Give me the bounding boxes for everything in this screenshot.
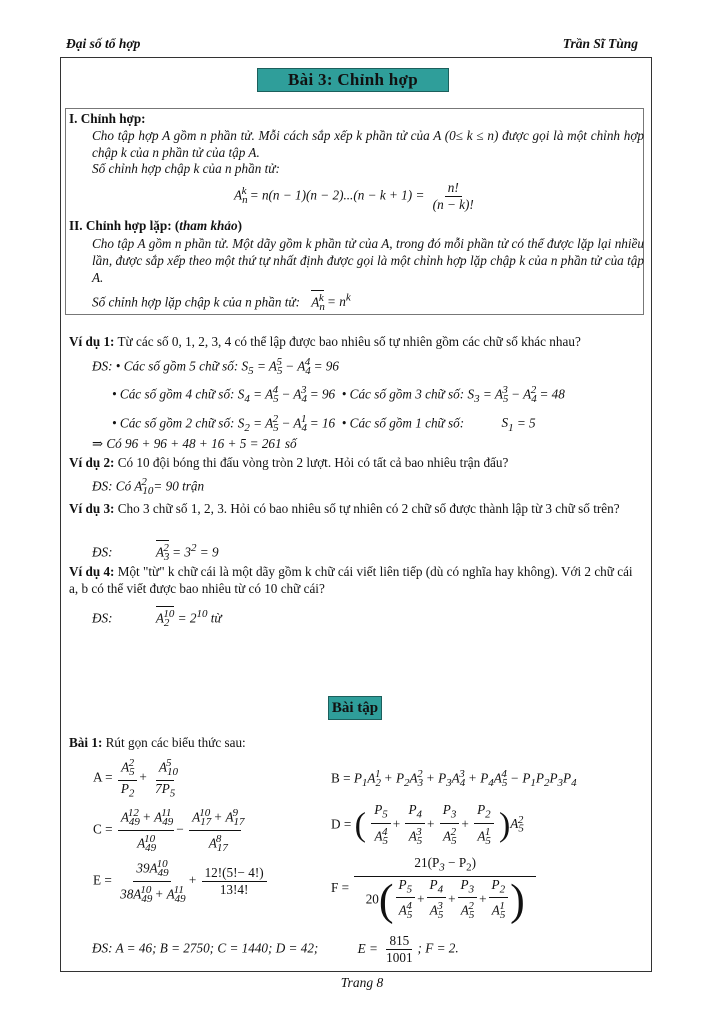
example4-question (69, 563, 641, 597)
repetition-formula: $A_n^k = n^k$ (311, 292, 351, 314)
example4-answer-post: từ (210, 610, 222, 626)
example2-answer-post: = 90 trận (153, 478, 205, 494)
section2-count-line (92, 290, 351, 313)
example1-label: Ví dụ 1: (69, 334, 115, 349)
section2-text: Cho tập A gồm n phần tử. Một dãy gồm k phần tử của A, trong đó mỗi phần tử có thể được lặp lại nhiều lần, được sắp xếp theo một thứ tự nhất định được gọi là một chỉnh hợp lặp chập k của n phần tử của tập A. (92, 236, 644, 285)
section1-heading: I. Chỉnh hợp: (69, 111, 146, 126)
ex1-line3a-value: = 16 (306, 415, 336, 431)
ex1-line1-label: ĐS: • Các số gồm 5 chữ số: S (92, 358, 249, 374)
section2-heading-main: II. Chỉnh hợp lặp: ( (69, 218, 180, 233)
answer-e-label: E = (357, 940, 378, 956)
section2-heading (69, 218, 242, 234)
example3-answer-pre: ĐS: (92, 544, 113, 560)
formula-product: = n(n − 1)(n − 2)...(n − k + 1) = (249, 187, 425, 203)
section2-count-text: Số chỉnh hợp lặp chập k của n phần tử: (92, 294, 300, 310)
example3-label: Ví dụ 3: (69, 501, 115, 516)
formula-numerator: n! (445, 180, 462, 197)
example2-answer-pre: ĐS: Có (92, 478, 132, 494)
ex1-line2a-label: • Các số gồm 4 chữ số: S (112, 386, 245, 402)
example2-answer: ĐS: Có $A_{10}^2 = 90$ trận (92, 476, 205, 498)
exercise1-prompt (69, 735, 246, 751)
example4-answer: ĐS: $A_2^{10} = 2^{10}$ từ (92, 608, 222, 630)
ex1-line1-value: = 96 (310, 358, 339, 374)
exercise1-text: Rút gọn các biểu thức sau: (105, 735, 246, 750)
ex1-line2a-value: = 96 (306, 386, 336, 402)
example2-question (69, 455, 508, 471)
formula-fraction (430, 180, 477, 213)
example1-answer-line2: • Các số gồm 4 chữ số: $S_4 = A_5^4 - A_4^3 = 96$ • Các số gồm 3 chữ số: $S_3 = A_5^3 - A_4^2 = 48$ (112, 384, 565, 406)
example1-conclusion: ⇒ Có 96 + 96 + 48 + 16 + 5 = 261 số (92, 436, 297, 451)
example1-answer-line3: • Các số gồm 2 chữ số: $S_2 = A_5^2 - A_4^1 = 16$ • Các số gồm 1 chữ số: $S_1 = 5$ (112, 413, 536, 435)
ex1-line2b-label: • Các số gồm 3 chữ số: S (341, 386, 475, 402)
exercise1-label: Bài 1: (69, 735, 103, 750)
answers-text: ĐS: A = 46; B = 2750; C = 1440; D = 42; (92, 940, 319, 956)
expression-e: E = $\frac{39A_{49}^{10}}{38A_{49}^{10} + A_{49}^{11}}$ + $\frac{12!(5!- 4!)}{13!4!}$ (93, 856, 269, 907)
expression-d: D = ( $\frac{P_5}{A_5^4}$ + $\frac{P_4}{A_5^3}$ + $\frac{P_3}{A_5^2}$ + $\frac{P_2}{A_5^1}$ )$A_5^2$ (331, 802, 524, 847)
ex1-line3b-end: = 5 (513, 415, 536, 431)
header-left: Đại số tổ hợp (66, 36, 141, 51)
example2-text: Có 10 đội bóng thi đấu vòng tròn 2 lượt. Hỏi có tất cả bao nhiêu trận đấu? (117, 455, 509, 470)
exercise1-answers (92, 933, 459, 966)
expression-f: F = $21(P_3 - P_2)$ 20( $\frac{P_5}{A_5^4}$ + $\frac{P_4}{A_5^3}$ + $\frac{P_3}{A_5^2}$ + $\frac{P_2}{A_5^1}$ ) (331, 855, 538, 923)
expression-a: A = $\frac{A_5^2}{P_2}$ + $\frac{A_{10}^5}{7P_5}$ (93, 757, 178, 800)
header-right: Trần Sĩ Tùng (562, 36, 638, 51)
answer-e-denominator: 1001 (386, 950, 413, 965)
lesson-title: Bài 3: Chỉnh hợp (257, 68, 449, 92)
example4-label: Ví dụ 4: (69, 564, 115, 579)
example3-question (69, 500, 641, 517)
example1-text: Từ các số 0, 1, 2, 3, 4 có thể lập được bao nhiêu số tự nhiên gồm các chữ số khác nhau? (117, 334, 581, 349)
example3-text: Cho 3 chữ số 1, 2, 3. Hỏi có bao nhiêu số tự nhiên có 2 chữ số được thành lập từ 3 chữ số trên? (117, 501, 620, 516)
repetition-formula-rhs: = n (327, 294, 346, 310)
example4-text: Một "từ" k chữ cái là một dãy gồm k chữ cái viết liên tiếp (dù có nghĩa hay không). Với 2 chữ cái a, b có thể viết được bao nhiêu từ có 10 chữ cái? (69, 564, 633, 596)
page-footer: Trang 8 (340, 975, 384, 990)
ex1-line3b-label: • Các số gồm 1 chữ số: (341, 415, 465, 431)
formula-denominator: (n − k)! (432, 197, 474, 212)
example3-answer: ĐS: $A_3^2 = 3^2 = 9$ (92, 542, 219, 564)
example1-answer-line1: ĐS: • Các số gồm 5 chữ số: $S_5 = A_5^5 - A_4^4 = 96$ (92, 356, 339, 378)
ex1-line3b-value: S (501, 415, 509, 431)
exercises-title: Bài tập (328, 696, 382, 720)
section2-heading-end: ) (237, 218, 242, 233)
section1-text: Cho tập hợp A gồm n phần tử. Mỗi cách sắp xếp k phần tử của A (0≤ k ≤ n) được gọi là một chỉnh hợp chập k của n phần tử của tập A. (92, 128, 644, 160)
expression-c: C = $\frac{A_{49}^{12} + A_{49}^{11}}{A_{49}^{10}}$ − $\frac{A_{17}^{10} + A_{17}^9}{A_{17}^8}$ (93, 807, 245, 855)
answer-e-numerator: 815 (386, 933, 412, 950)
answer-f: ; F = 2. (417, 940, 459, 956)
example4-answer-pre: ĐS: (92, 610, 113, 626)
ex1-line2b-value: = 48 (536, 386, 565, 402)
arrangement-formula: $A_n^k = n(n - 1)(n - 2)...(n - k + 1)$ = $\frac{n!}{(n - k)!}$ (234, 180, 479, 213)
example3-answer-post: = 9 (199, 544, 219, 560)
section2-heading-em: tham khảo (179, 218, 238, 233)
expression-b: $B = P_1A_2^1 + P_2A_3^2 + P_3A_4^3 + P_4A_5^4 - P_1P_2P_3P_4$ (331, 768, 577, 790)
section1-count-text: Số chỉnh hợp chập k của n phần tử: (92, 161, 280, 176)
ex1-line3a-label: • Các số gồm 2 chữ số: S (112, 415, 245, 431)
example1-question (69, 334, 581, 350)
example2-label: Ví dụ 2: (69, 455, 115, 470)
